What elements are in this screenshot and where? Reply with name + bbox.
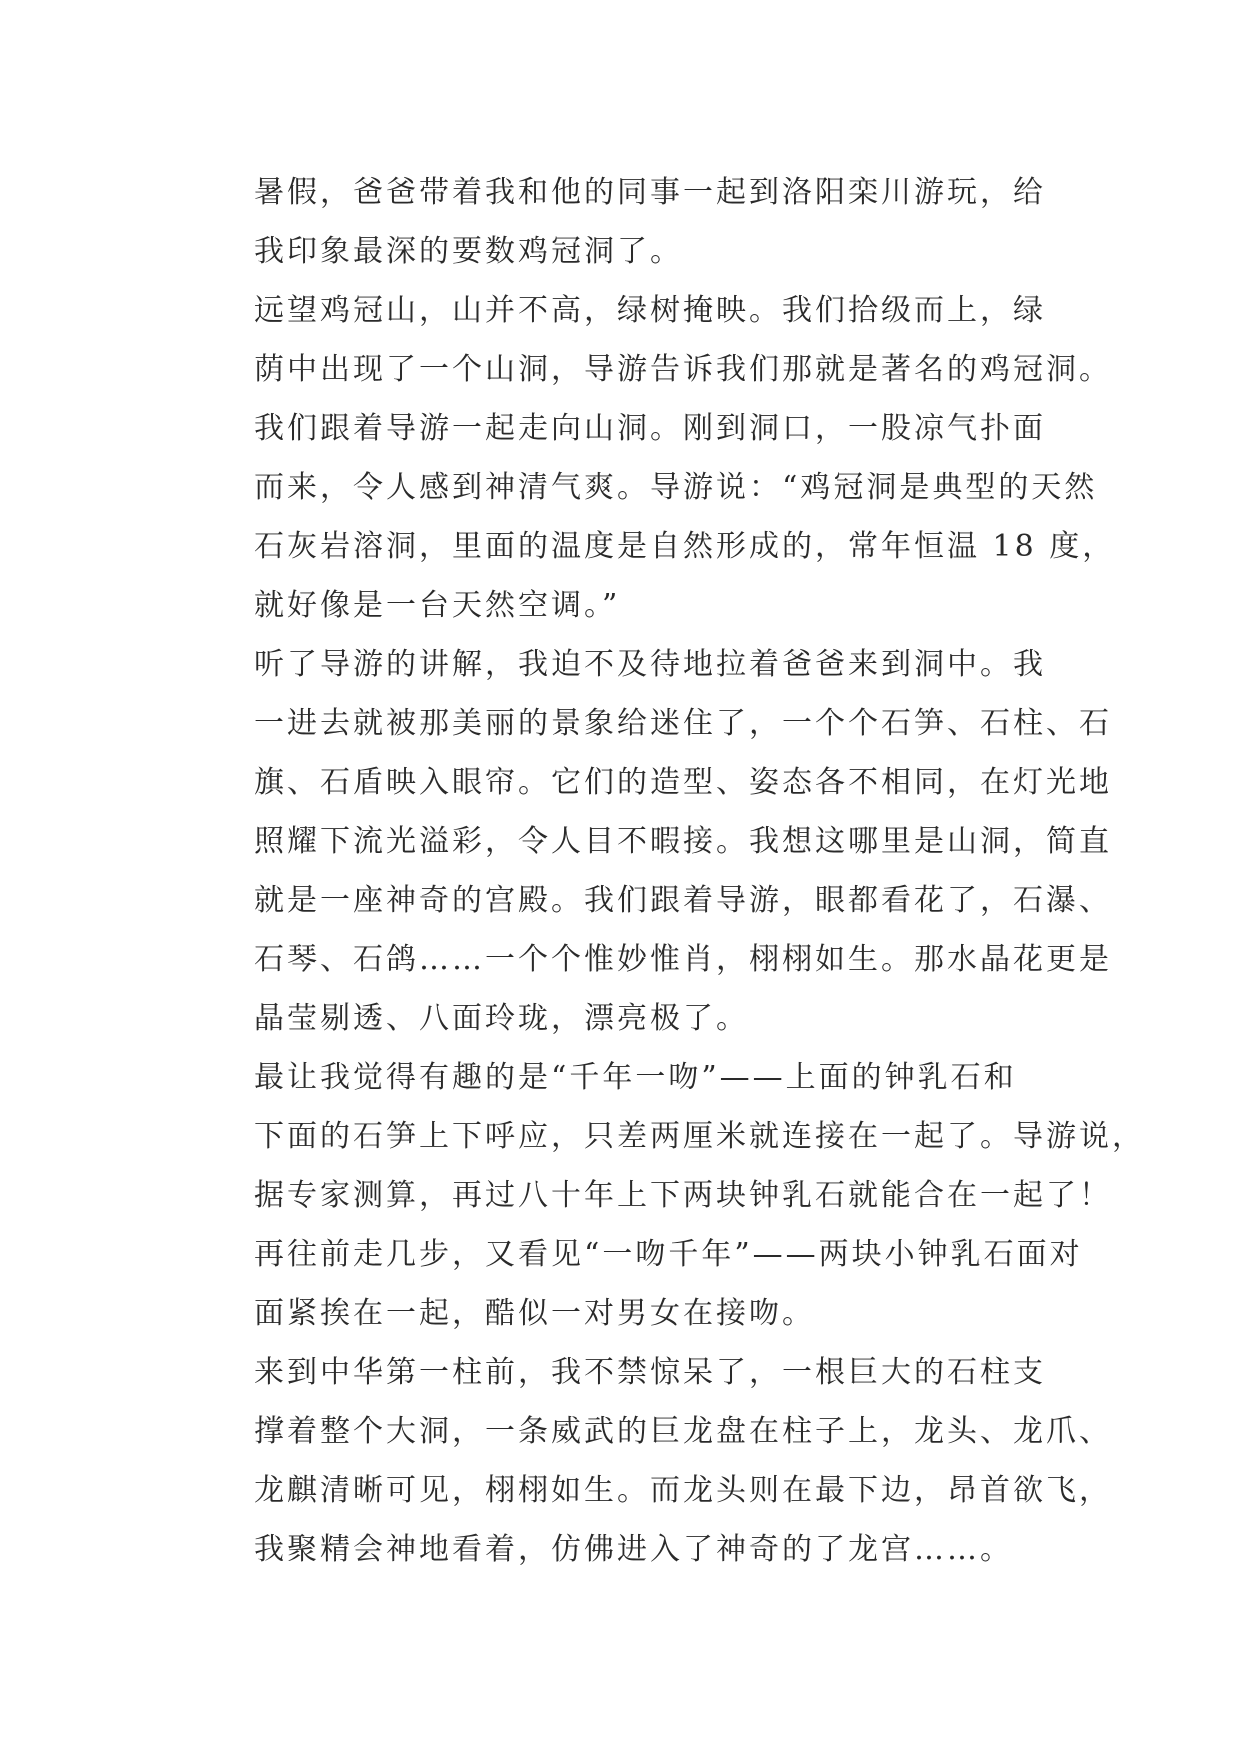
text-line: 晶莹剔透、八面玲珑，漂亮极了。 — [254, 1001, 749, 1036]
paragraph-5 — [190, 1048, 1145, 1343]
text-line: 下面的石笋上下呼应，只差两厘米就连接在一起了。导游说， — [254, 1119, 1145, 1154]
paragraph-6 — [190, 1343, 1112, 1579]
text-line: 照耀下流光溢彩，令人目不暇接。我想这哪里是山洞，简直 — [254, 824, 1112, 859]
text-line: 石琴、石鸽……一个个惟妙惟肖，栩栩如生。那水晶花更是 — [254, 942, 1112, 977]
article-body — [190, 163, 1145, 1579]
text-line: 暑假，爸爸带着我和他的同事一起到洛阳栾川游玩，给 — [254, 175, 1046, 210]
paragraph-2 — [190, 281, 1112, 399]
text-line: 龙麒清晰可见，栩栩如生。而龙头则在最下边，昂首欲飞， — [254, 1473, 1112, 1508]
text-line: 而来，令人感到神清气爽。导游说：“鸡冠洞是典型的天然 — [254, 470, 1098, 505]
text-line: 我聚精会神地看着，仿佛进入了神奇的了龙宫……。 — [254, 1532, 1013, 1567]
text-line: 我印象最深的要数鸡冠洞了。 — [254, 234, 683, 269]
text-line: 石灰岩溶洞，里面的温度是自然形成的，常年恒温 18 度， — [254, 529, 1116, 564]
text-line: 来到中华第一柱前，我不禁惊呆了，一根巨大的石柱支 — [254, 1355, 1046, 1390]
paragraph-4 — [190, 635, 1112, 1048]
paragraph-3 — [190, 399, 1116, 635]
text-line: 再往前走几步，又看见“一吻千年”——两块小钟乳石面对 — [254, 1237, 1083, 1272]
text-line: 旗、石盾映入眼帘。它们的造型、姿态各不相同，在灯光地 — [254, 765, 1112, 800]
text-line: 一进去就被那美丽的景象给迷住了，一个个石笋、石柱、石 — [254, 706, 1112, 741]
text-line: 荫中出现了一个山洞，导游告诉我们那就是著名的鸡冠洞。 — [254, 352, 1112, 387]
text-line: 听了导游的讲解，我迫不及待地拉着爸爸来到洞中。我 — [254, 647, 1046, 682]
text-line: 最让我觉得有趣的是“千年一吻”——上面的钟乳石和 — [254, 1060, 1017, 1095]
text-line: 就是一座神奇的宫殿。我们跟着导游，眼都看花了，石瀑、 — [254, 883, 1112, 918]
text-line: 撑着整个大洞，一条威武的巨龙盘在柱子上，龙头、龙爪、 — [254, 1414, 1112, 1449]
text-line: 远望鸡冠山，山并不高，绿树掩映。我们拾级而上，绿 — [254, 293, 1046, 328]
paragraph-1 — [190, 163, 1050, 281]
text-line: 就好像是一台天然空调。” — [254, 588, 621, 623]
text-line: 据专家测算，再过八十年上下两块钟乳石就能合在一起了！ — [254, 1178, 1112, 1213]
text-line: 我们跟着导游一起走向山洞。刚到洞口，一股凉气扑面 — [254, 411, 1046, 446]
text-line: 面紧挨在一起，酷似一对男女在接吻。 — [254, 1296, 815, 1331]
